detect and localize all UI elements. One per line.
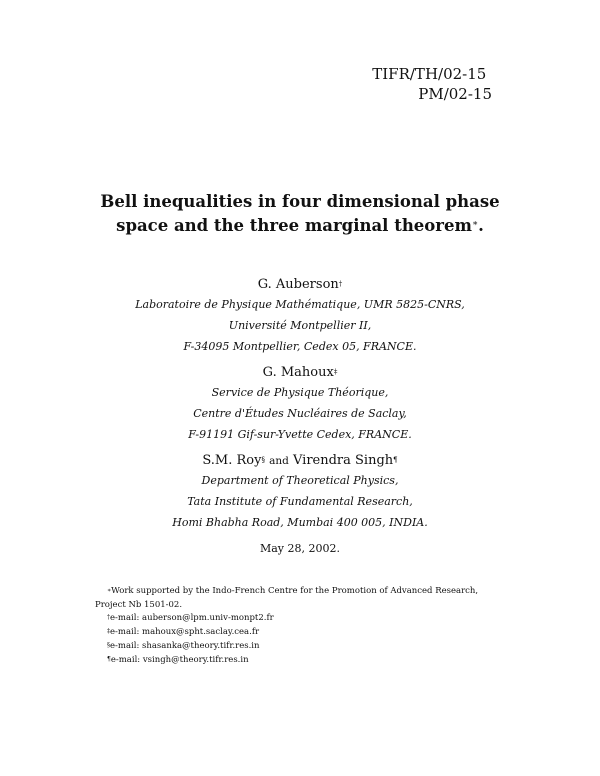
author-name [60,276,540,294]
paper-date: May 28, 2002. [259,542,340,555]
footnote-email [95,640,495,654]
footnote-mark: § [107,641,110,649]
footnote-text: e-mail: shasanka@theory.tifr.res.in [110,640,260,651]
author-name [60,452,540,470]
affiliation-line: Service de Physique Théorique, [211,386,389,399]
title-line [60,214,540,238]
affiliation-line: Centre d'Études Nucléaires de Saclay, [193,407,407,420]
author-name-text: Virendra Singh [293,453,394,468]
report-numbers [372,64,492,104]
affiliation-line: Université Montpellier II, [228,319,372,332]
author-footnote-mark: § [261,456,265,464]
footnote-text: Work supported by the Indo-French Centre for the Promotion of Advanced Research, [111,586,479,596]
footnote-email [95,626,495,640]
author-conjunction: and [269,455,289,467]
affiliation-line: Department of Theoretical Physics, [201,474,399,487]
footnote-mark: ¶ [107,655,111,663]
footnote-text: e-mail: vsingh@theory.tifr.res.in [110,654,249,665]
title-footnote-mark: ∗ [471,219,479,229]
author-list [60,276,540,540]
footnote-mark: ∗ [107,587,112,594]
author-footnote-mark: ¶ [393,456,398,464]
footnote-text: e-mail: auberson@lpm.univ-monpt2.fr [110,613,274,624]
title-line: Bell inequalities in four dimensional phase [100,192,500,211]
footnote-support [95,585,495,599]
author-name [60,364,540,382]
author-name-text: G. Mahoux [262,365,334,380]
paper-title [60,190,540,238]
report-number: TIFR/TH/02-15 [372,65,487,83]
footnotes [95,585,495,667]
affiliation-line: F-34095 Montpellier, Cedex 05, FRANCE. [183,340,417,353]
author-block [60,452,540,533]
footnote-email [95,612,495,626]
author-block [60,364,540,445]
author-name-text: S.M. Roy [202,453,262,468]
author-footnote-mark: ‡ [333,368,338,376]
footnote-text: Project Nb 1501-02. [95,599,183,610]
affiliation-line: F-91191 Gif-sur-Yvette Cedex, FRANCE. [188,428,412,441]
footnote-mark: ‡ [107,628,110,636]
affiliation-line: Homi Bhabha Road, Mumbai 400 005, INDIA. [172,516,428,529]
author-footnote-mark: † [338,280,343,288]
report-number: PM/02-15 [418,85,492,103]
title-line-text: space and the three marginal theorem [116,216,472,235]
title-period: . [478,216,484,235]
footnote-mark: † [107,614,110,622]
affiliation-line: Laboratoire de Physique Mathématique, UMR 5825-CNRS, [135,298,465,311]
footnote-text: e-mail: mahoux@spht.saclay.cea.fr [110,627,260,638]
author-block [60,276,540,357]
footnote-email [95,654,495,668]
author-name-text: G. Auberson [257,277,339,292]
affiliation-line: Tata Institute of Fundamental Research, [187,495,413,508]
